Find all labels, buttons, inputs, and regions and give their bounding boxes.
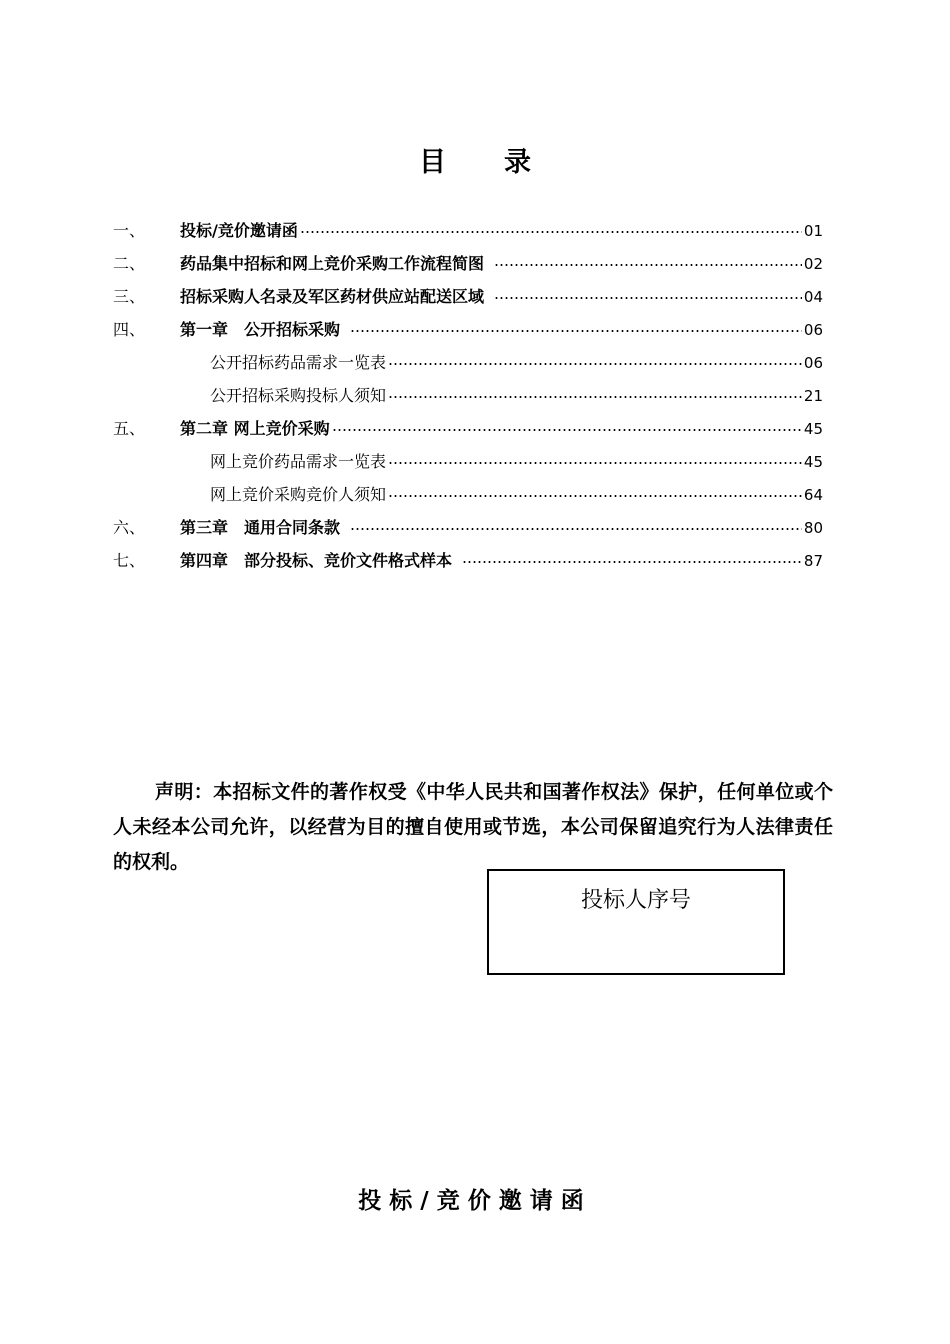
toc-entry (113, 412, 823, 445)
toc-entry-label: 公开招标药品需求一览表 (210, 352, 387, 372)
toc-leader-dots (300, 231, 802, 233)
toc-entry (113, 214, 823, 247)
toc-entry-page: 06 (803, 353, 823, 372)
bidder-serial-number-box (487, 869, 785, 975)
toc-leader-dots (388, 363, 802, 365)
toc-entry-number: 三、 (113, 286, 146, 306)
toc-entry-number: 五、 (113, 418, 146, 438)
toc-leader-dots (388, 462, 802, 464)
toc-entry-page: 80 (803, 518, 823, 537)
toc-entry-page: 64 (803, 485, 823, 504)
copyright-statement: 声明：本招标文件的著作权受《中华人民共和国著作权法》保护，任何单位或个人未经本公司允许，以经营为目的擅自使用或节选，本公司保留追究行为人法律责任的权利。 (113, 781, 833, 873)
toc-entry-page: 21 (803, 386, 823, 405)
toc-entry-number: 六、 (113, 517, 146, 537)
toc-subentry (113, 346, 823, 379)
toc-entry-number: 七、 (113, 550, 146, 570)
toc-entry-label: 网上竞价药品需求一览表 (210, 451, 387, 471)
toc-entry-label: 第三章 通用合同条款 (180, 517, 341, 537)
toc-entry-label: 第四章 部分投标、竞价文件格式样本 (180, 550, 453, 570)
toc-subentry (113, 478, 823, 511)
toc-entry-label: 网上竞价采购竞价人须知 (210, 484, 387, 504)
toc-entry-number: 一、 (113, 220, 146, 240)
toc-leader-dots (462, 561, 802, 563)
toc-leader-dots (494, 297, 802, 299)
toc-entry-label: 公开招标采购投标人须知 (210, 385, 387, 405)
toc-entry-page: 45 (803, 419, 823, 438)
toc-entry-number: 二、 (113, 253, 146, 273)
toc-leader-dots (388, 396, 802, 398)
toc-entry (113, 280, 823, 313)
toc-entry (113, 313, 823, 346)
toc-entry-label: 第二章 网上竞价采购 (180, 418, 330, 438)
toc-entry-page: 01 (803, 221, 823, 240)
toc-entry (113, 247, 823, 280)
toc-entry-label: 投标/竞价邀请函 (180, 220, 298, 240)
toc-entry-page: 87 (803, 551, 823, 570)
toc-subentry (113, 379, 823, 412)
toc-entry-label: 招标采购人名录及军区药材供应站配送区域 (180, 286, 485, 306)
toc-entry-page: 04 (803, 287, 823, 306)
toc-title: 目录 (419, 147, 589, 178)
toc-leader-dots (350, 528, 802, 530)
toc-leader-dots (494, 264, 802, 266)
toc-leader-dots (332, 429, 802, 431)
invitation-heading: 投标/竞价邀请函 (358, 1188, 592, 1214)
toc-entry-number: 四、 (113, 319, 146, 339)
toc-subentry (113, 445, 823, 478)
toc-entry-label: 药品集中招标和网上竞价采购工作流程简图 (180, 253, 485, 273)
table-of-contents (113, 214, 823, 577)
toc-entry-page: 45 (803, 452, 823, 471)
toc-leader-dots (388, 495, 802, 497)
bidder-serial-number-label: 投标人序号 (580, 888, 691, 913)
toc-leader-dots (350, 330, 802, 332)
toc-entry (113, 544, 823, 577)
toc-entry (113, 511, 823, 544)
toc-entry-label: 第一章 公开招标采购 (180, 319, 341, 339)
toc-entry-page: 06 (803, 320, 823, 339)
toc-entry-page: 02 (803, 254, 823, 273)
